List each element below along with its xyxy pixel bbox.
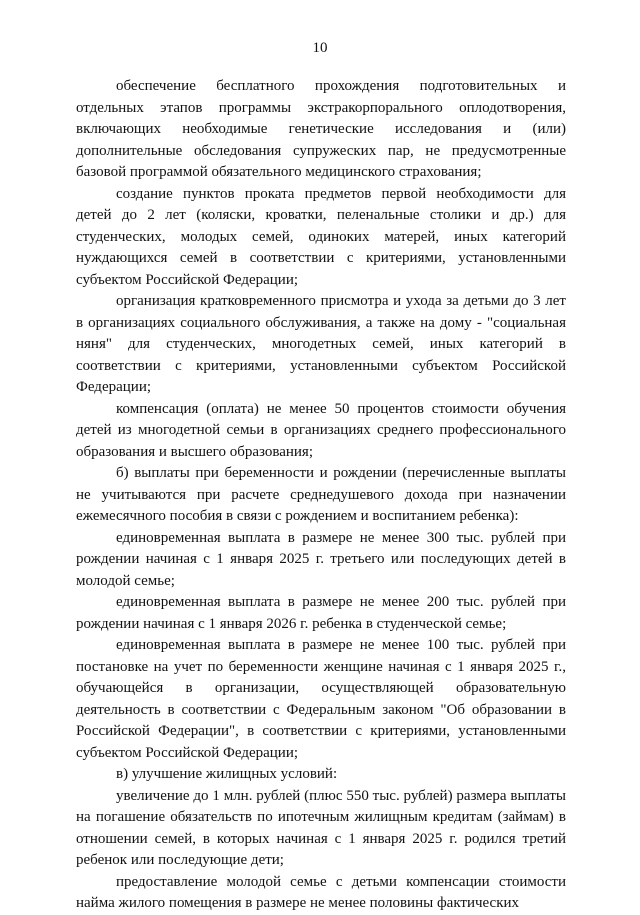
- paragraph-rent-compensation: предоставление молодой семье с детьми компенсации стоимости найма жилого помещения в размере не менее половины фактических: [76, 873, 566, 911]
- paragraph-pregnancy-payments: б) выплаты при беременности и рождении (перечисленные выплаты не учитываются при расчете среднедушевого дохода при назначении ежемесячного пособия в связи с рождением и воспитанием ребенка):: [76, 465, 566, 524]
- paragraph-rental-points: создание пунктов проката предметов первой необходимости для детей до 2 лет (коляски, кроватки, пеленальные столики и др.) для студенческих, молодых семей, одиноких матерей, иных категорий нуждающихся семей в соответствии с критериями, установленными субъектом Российской Федерации;: [76, 185, 566, 288]
- paragraph-payment-100k: единовременная выплата в размере не менее 100 тыс. рублей при постановке на учет по беременности женщине начиная с 1 января 2025 г., обучающейся в организации, осуществляющей образовательную деятельность в соответствии с Федеральным законом "Об образовании в Российской Федерации", в соответствии с критериями, установленными субъектом Российской Федерации;: [76, 637, 566, 761]
- paragraph-payment-300k: единовременная выплата в размере не менее 300 тыс. рублей при рождении начиная с 1 января 2025 г. третьего или последующих детей в молодой семье;: [76, 529, 566, 589]
- paragraph-housing-heading: в) улучшение жилищных условий:: [116, 766, 338, 782]
- paragraph-payment-200k: единовременная выплата в размере не менее 200 тыс. рублей при рождении начиная с 1 января 2026 г. ребенка в студенческой семье;: [76, 594, 566, 632]
- paragraph-social-nanny: организация кратковременного присмотра и ухода за детьми до 3 лет в организациях социального обслуживания, а также на дому - "социальная няня" для студенческих, многодетных семей, иных категорий в соответствии с критериями, установленными субъектом Российской Федерации;: [76, 293, 566, 395]
- paragraph-ivf-support: обеспечение бесплатного прохождения подготовительных и отдельных этапов программы экстракорпорального оплодотворения, включающих необходимые генетические исследования и (или) дополнительные обследования супружеских пар, не предусмотренные базовой программой обязательного медицинского страхования;: [76, 78, 566, 180]
- document-body: [76, 76, 566, 915]
- page-number: 10: [312, 40, 328, 56]
- paragraph-mortgage-increase: увеличение до 1 млн. рублей (плюс 550 тыс. рублей) размера выплаты на погашение обязательств по ипотечным жилищным кредитам (займам) в отношении семей, в которых начиная с 1 января 2025 г. родился третий ребенок или последующие дети;: [76, 787, 566, 868]
- paragraph-education-compensation: компенсация (оплата) не менее 50 процентов стоимости обучения детей из многодетной семьи в организациях среднего профессионального образования и высшего образования;: [76, 400, 566, 460]
